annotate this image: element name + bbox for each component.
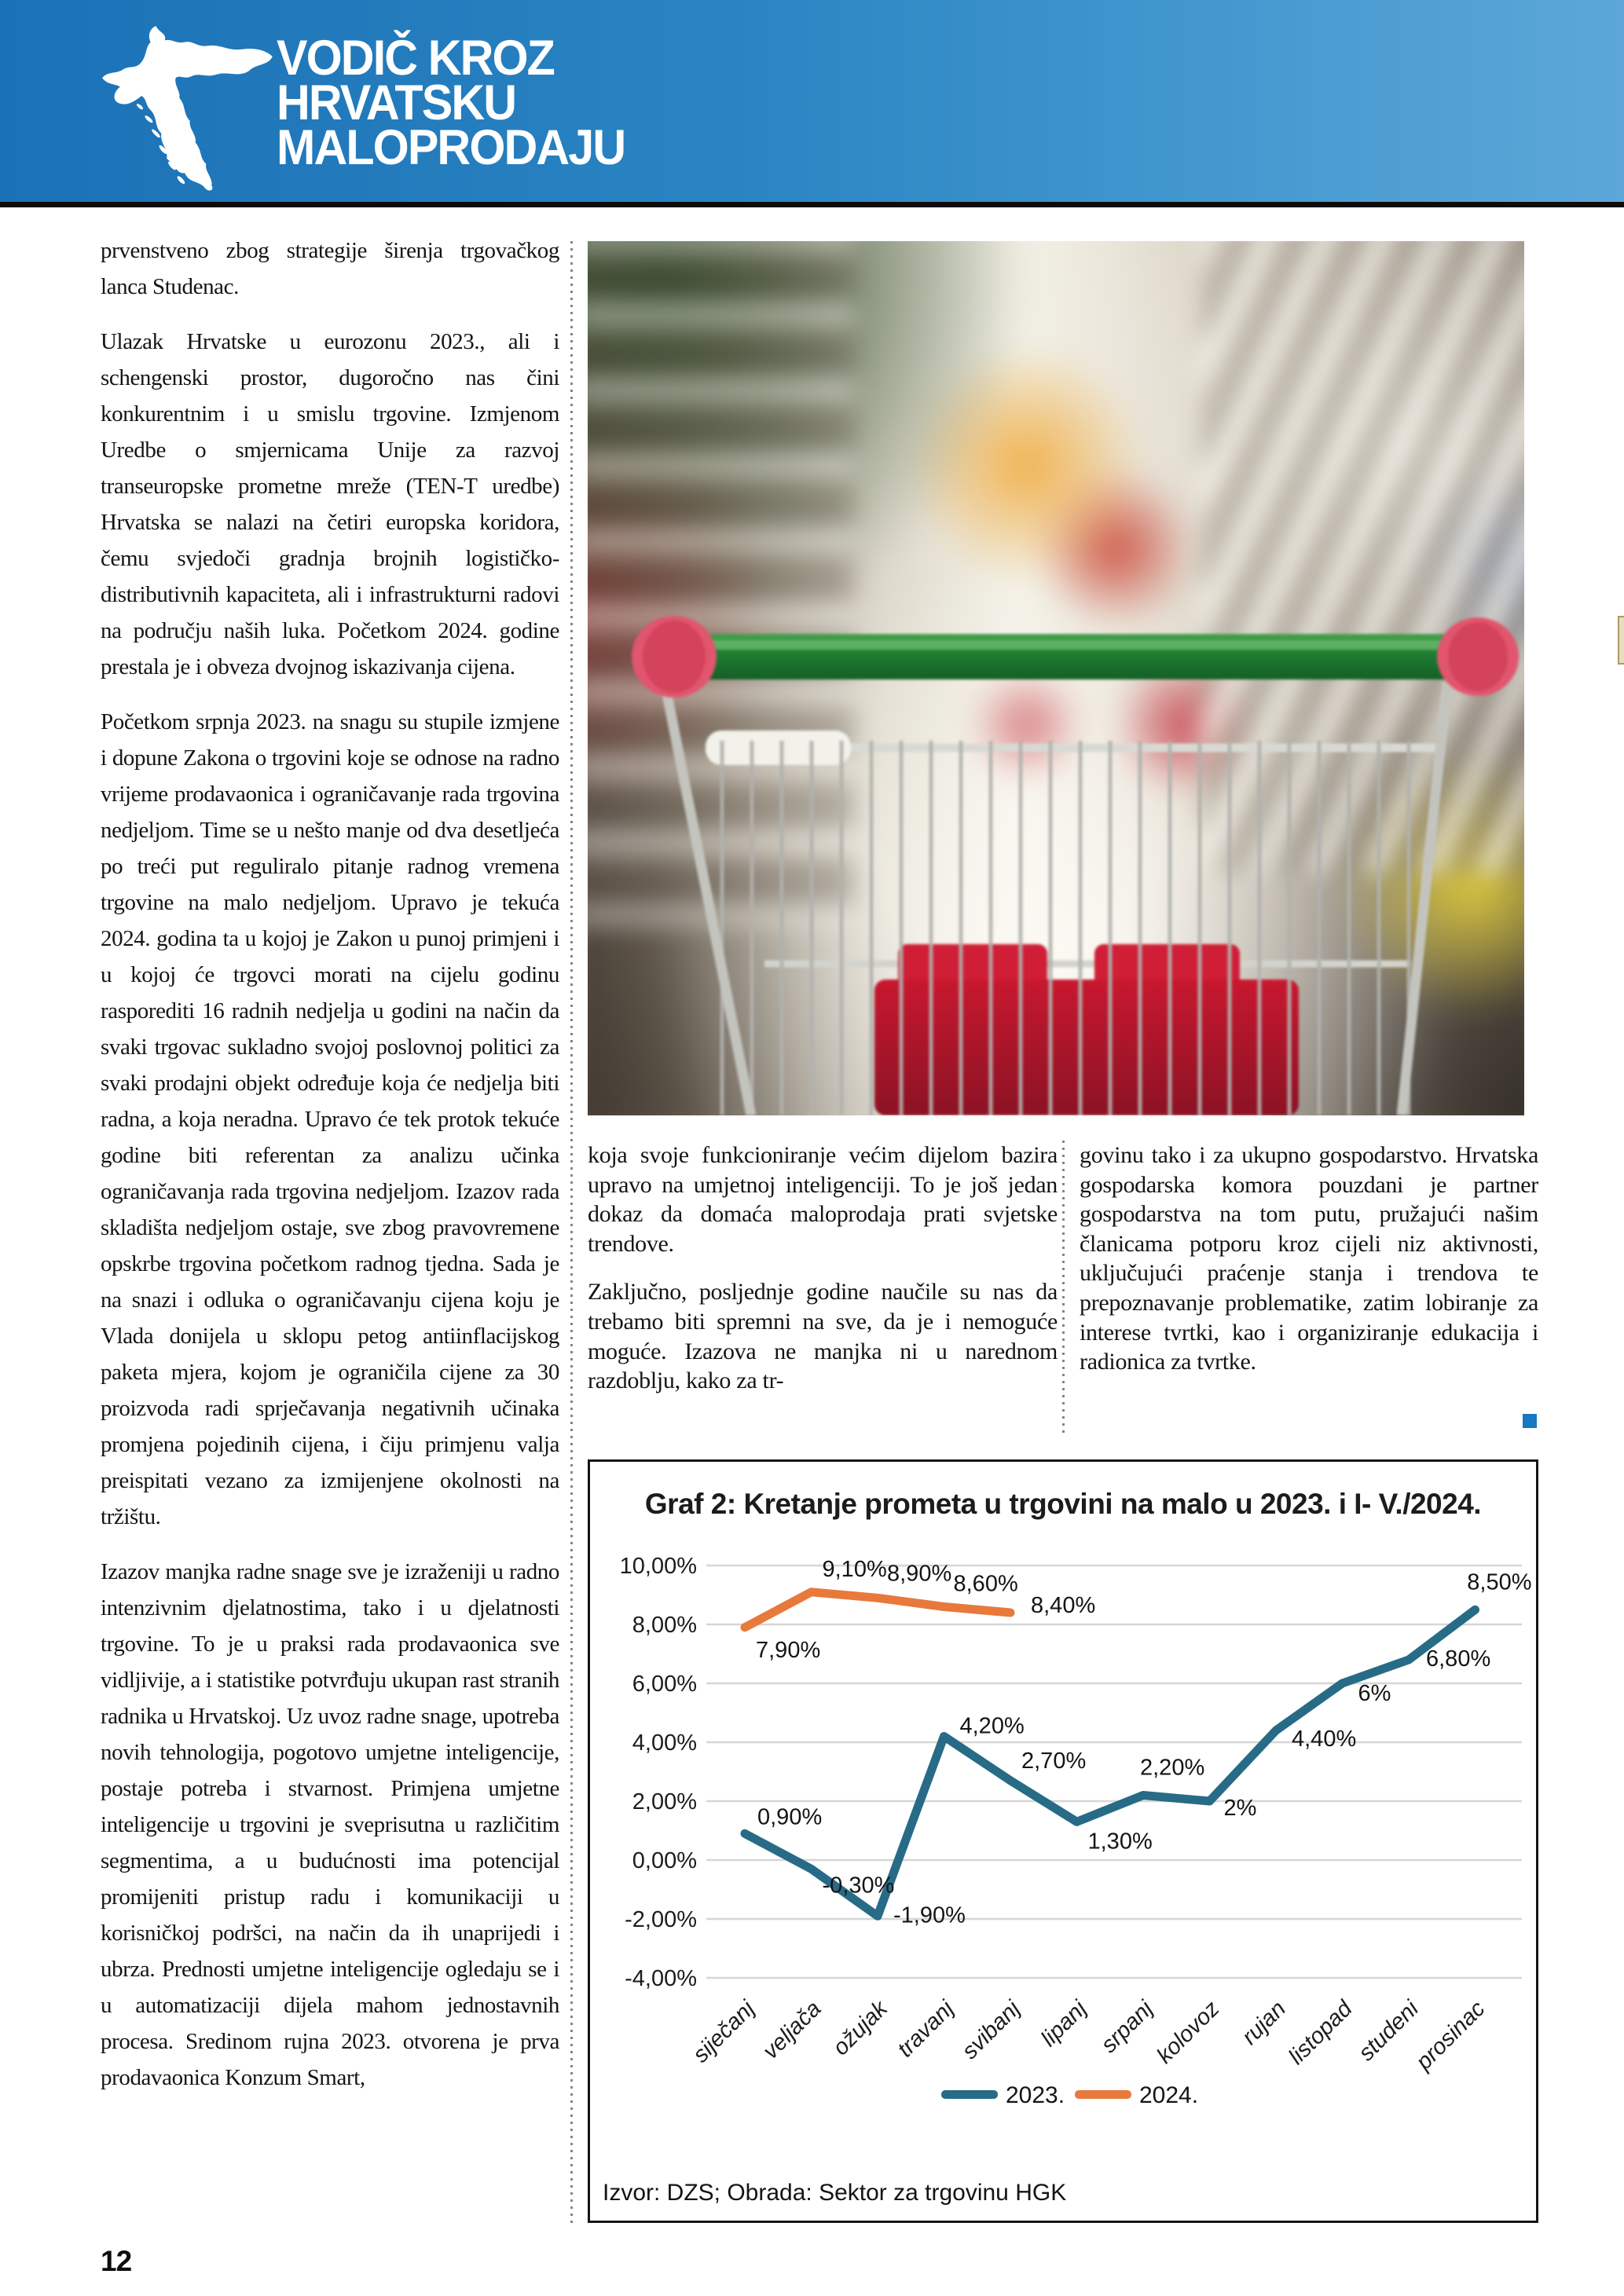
paragraph: Izazov manjka radne snage sve je izraženiji u radno intenzivnim djelatnostima, tako i u djelatnosti trgovine. To je u praksi rada prodavaonica sve vidljivije, a i statistike potvrđuju ukupan rast stranih radnika u Hrvatskoj. Uz uvoz radne snage, upotreba novih tehnologija, pogotovo umjetne inteligencije, postaje potreba i stvarnost. Primjena umjetne inteligencije u trgovini je sveprisutna u različitim segmentima, a u budućnosti ima potencijal promijeniti pristup radu i komunikaciji u korisničkoj podršci, na način da ih unaprijedi i ubrza. Prednosti umjetne inteligencije ogledaju se i u automatizaciji dijela mahom jednostavnih procesa. Sredinom rujna 2023. otvorena je prva prodavaonica Konzum Smart, [101,1559,559,2090]
croatia-map-logo [94,19,275,198]
data-label: -1,90% [893,1902,966,1928]
x-axis-tick: svibanj [957,1996,1025,2064]
paragraph: Ulazak Hrvatske u eurozonu 2023., ali i schengenski prostor, dugoročno nas čini konkurentnim i u smislu trgovine. Izmjenom Uredbe o smjernicama Unije za razvoj transeuropske prometne mreže (TEN-T uredbe) Hrvatska se nalazi na četiri europska koridora, čemu svjedoči gradnja brojnih logističko-distributivnih kapaciteta, ali i infrastrukturni radovi na području naših luka. Početkom 2024. godine prestala je i obveza dvojnog iskazivanja cijena. [101,329,559,679]
chart-graf2 [588,1459,1538,2223]
masthead [0,0,1624,202]
paragraph: Početkom srpnja 2023. na snagu su stupile izmjene i dopune Zakona o trgovini koje se odnose na radno vrijeme prodavaonica i ograničavanje rada trgovina nedjeljom. Time se u nešto manje od dva desetljeća po treći put reguliralo pitanje radnog vremena trgovine na malo nedjeljom. Upravo je tekuća 2024. godina ta u kojoj je Zakon u punoj primjeni i u kojoj će trgovci morati na cijelu godinu rasporediti 16 radnih nedjelja u godini na način da svaki trgovac sukladno svojoj poslovnoj politici za svaki prodajni objekt određuje koja će nedjelja biti radna, a koja neradna. Upravo će tek protok tekuće godine biti referentan za analizu učinka ograničavanja rada trgovina nedjeljom. Izazov rada skladišta nedjeljom ostaje, sve zbog pravovremene opskrbe trgovina početkom radnog tjedna. Sada je na snazi i odluka o ograničavanju cijena koju je Vlada donijela u sklopu petog antiinflacijskog paketa mjera, kojom je ograničila cijene za 30 proizvoda radi sprječavanja negativnih učinaka promjena pojedinih cijena, i čiju primjenu valja preispitati vezano za izmijenjene okolnosti na tržištu. [101,709,559,1529]
data-label: 2% [1223,1796,1257,1821]
legend-swatch-2023 [941,2090,998,2099]
data-label: 2,20% [1140,1755,1205,1781]
data-label: 7,90% [756,1637,821,1663]
chart-title: Graf 2: Kretanje prometa u trgovini na malo u 2023. i I- V./2024. [644,1488,1482,1520]
x-axis-tick: lipanj [1036,1996,1092,2052]
page-edge-tab [1618,616,1624,665]
chart-source: Izvor: DZS; Obrada: Sektor za trgovinu HGK [603,2180,1067,2206]
data-label: 0,90% [757,1804,823,1830]
data-label: 8,60% [953,1571,1018,1597]
data-label: 1,30% [1087,1829,1153,1855]
legend-label-2024: 2024. [1139,2082,1199,2108]
y-axis-tick: 2,00% [632,1789,697,1814]
x-axis-tick: srpanj [1096,1996,1158,2058]
masthead-title [277,31,625,175]
column-divider [570,241,573,2223]
text-column-3 [1080,1141,1538,1436]
x-axis-tick: rujan [1237,1996,1291,2050]
legend-swatch-2024 [1075,2090,1131,2099]
text-column-2 [588,1141,1058,1415]
shopping-cart-photo [588,241,1524,1115]
y-axis-tick: 8,00% [632,1613,697,1638]
paragraph: koja svoje funkcioniranje većim dijelom bazira upravo na umjetnoj inteligenciji. To je još jedan dokaz da domaća maloprodaja prati svjetske trendove. [588,1142,1058,1257]
y-axis-tick: 10,00% [619,1554,697,1579]
paragraph: prvenstveno zbog strategije širenja trgovačkog lanca Studenac. [101,238,559,299]
x-axis-tick: ožujak [828,1996,893,2061]
x-axis-tick: travanj [893,1996,959,2063]
data-label: 8,40% [1031,1593,1096,1618]
y-axis-tick: -2,00% [625,1907,697,1932]
y-axis-tick: 6,00% [632,1672,697,1697]
data-label: 4,20% [959,1713,1025,1739]
data-label: 4,40% [1292,1727,1357,1752]
text-column-1 [101,233,559,2115]
paragraph: govinu tako i za ukupno gospodarstvo. Hrvatska gospodarska komora pouzdani je partner gospodarstva na tom putu, pružajući našim članicama potporu kroz cijeli niz aktivnosti, uključujući praćenje stanja i trendova te prepoznavanje problematike, zatim lobiranje za interese tvrtki, kao i organiziranje edukacija i radionica za tvrtke. [1080,1142,1538,1375]
legend-label-2023: 2023. [1006,2082,1065,2108]
series-line-2024. [745,1592,1010,1628]
end-of-article-marker [1523,1414,1537,1428]
y-axis-tick: 4,00% [632,1730,697,1756]
data-label: 6% [1358,1681,1391,1706]
masthead-title-line1: VODIČ KROZ [277,31,554,86]
data-label: -0,30% [822,1873,895,1899]
data-label: 2,70% [1021,1748,1087,1774]
x-axis-tick: studeni [1354,1996,1424,2067]
x-axis-tick: siječanj [687,1996,760,2068]
data-label: 6,80% [1426,1646,1491,1672]
shopping-cart-graphic [588,241,1524,1115]
paragraph: Zaključno, posljednje godine naučile su nas da trebamo biti spremni na sve, da je i nemoguće moguće. Izazova ne manjka ni u narednom razdoblju, kako za tr- [588,1279,1058,1394]
x-axis-tick: veljača [757,1996,827,2064]
x-axis-tick: kolovoz [1152,1996,1225,2069]
y-axis-tick: -4,00% [625,1966,697,1991]
data-label: 8,90% [887,1561,952,1587]
header-rule [0,202,1624,207]
column-divider [1062,1141,1065,1435]
data-label: 9,10% [822,1556,887,1582]
x-axis-tick: listopad [1284,1996,1358,2070]
x-axis-tick: prosinac [1411,1996,1490,2075]
series-line-2023. [745,1609,1476,1916]
masthead-title-line2: HRVATSKU [277,75,516,130]
masthead-title-line3: MALOPRODAJU [277,120,625,175]
data-label: 8,50% [1467,1569,1532,1595]
page-number: 12 [101,2245,132,2277]
y-axis-tick: 0,00% [632,1848,697,1873]
chart-canvas [590,1462,1536,2221]
